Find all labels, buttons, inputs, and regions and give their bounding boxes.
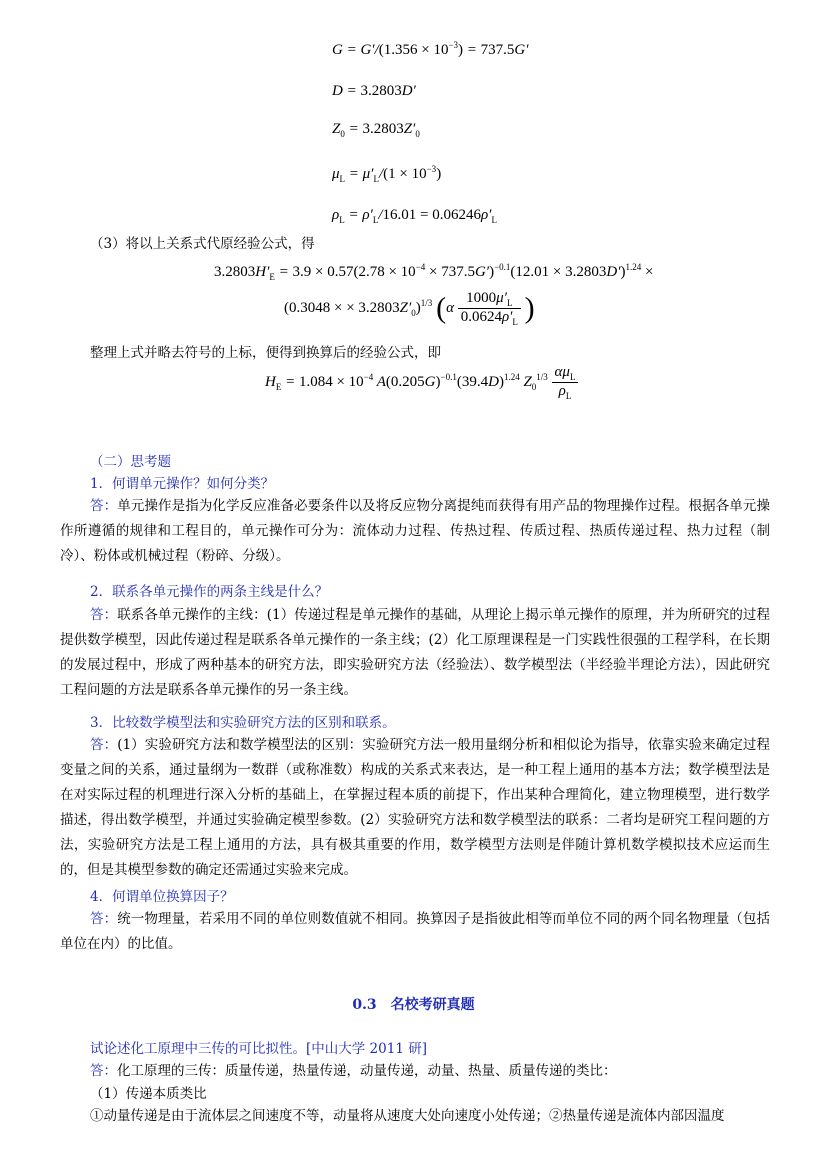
equation-he-final: $H_E = 1.084 \times 10^{-4}$ $A(0.205G)^{-0.1}(39.4D)^{1.24}$ $Z_0^{1/3}$ $\frac{\alpha\mu_L}{\rho_L}$ xyxy=(265,364,578,401)
answer-label: 答： xyxy=(90,737,118,753)
exam-answer-line-1-text: 答：化工原理的三传：质量传递，热量传递，动量传递，动量、热量、质量传递的类比： xyxy=(90,1063,617,1079)
exam-answer-line-1 xyxy=(90,1059,617,1084)
equation-g: $G = G'/(1.356 \times 10^{-3}) = 737.5G'$ xyxy=(332,40,529,58)
equation-rho: $\rho_L = \rho'_L/16.01 = 0.06246\rho'_L$ xyxy=(332,207,497,225)
answer-2-text: 答：联系各单元操作的主线：(1）传递过程是单元操作的基础，从理论上揭示单元操作的原理，并为所研究的过程提供数学模型，因此传递过程是联系各单元操作的一条主线；(2）化工原理课程是一门实践性很强的工程学科，在长期的发展过程中，形成了两种基本的研究方法，即实验研究方法（经验法）、数学模型法（半经验半理论方法），因此研究工程问题的方法是联系各单元操作的另一条主线。 xyxy=(60,607,771,698)
answer-label: 答： xyxy=(90,498,118,514)
answer-2 xyxy=(60,603,770,703)
equation-mu: $\mu_L = \mu'_L/(1 \times 10^{-3})$ xyxy=(332,164,442,184)
answer-4-text: 答：统一物理量，若采用不同的单位则数值就不相同。换算因子是指彼此相等而单位不同的两个同名物理量（包括单位在内）的比值。 xyxy=(60,911,771,952)
answer-1 xyxy=(60,494,770,569)
answer-4 xyxy=(60,907,770,957)
question-3: 3．比较数学模型法和实验研究方法的区别和联系。 xyxy=(90,715,396,731)
equation-he-prime-line1: $3.2803H'_E = 3.9 \times 0.57(2.78 \times 10^{-4} \times 737.5G')^{-0.1}(12.01 \times 3.2803D')^{1.24}$ × xyxy=(214,262,654,282)
section-title-thinking: （二）思考题 xyxy=(90,454,171,470)
answer-1-text: 答：单元操作是指为化学反应准备必要条件以及将反应物分离提纯而获得有用产品的物理操作过程。根据各单元操作所遵循的规律和工程目的，单元操作可分为：流体动力过程、传热过程、传质过程、热质传递过程、热力过程（制冷）、粉体或机械过程（粉碎、分级）。 xyxy=(60,498,771,564)
answer-label: 答： xyxy=(90,607,118,623)
answer-label: 答： xyxy=(90,1063,117,1079)
exam-answer-line-3: ①动量传递是由于流体层之间速度不等，动量将从速度大处向速度小处传递；②热量传递是流体内部因温度 xyxy=(90,1108,725,1124)
answer-3-text: 答：(1）实验研究方法和数学模型法的区别：实验研究方法一般用量纲分析和相似论为指导，依靠实验来确定过程变量之间的关系，通过量纲为一数群（或称准数）构成的关系式来表达，是一种工程上通用的基本方法；数学模型法是在对实际过程的机理进行深入分析的基础上，在掌握过程本质的前提下，作出某种合理简化，建立物理模型，进行数学描述，得出数学模型，并通过实验确定模型参数。(2）实验研究方法和数学模型法的联系：二者均是研究工程问题的方法，实验研究方法是工程上通用的方法，具有极其重要的作用，数学模型方法则是伴随计算机数学模拟技术应运而生的，但是其模型参数的确定还需通过实验来完成。 xyxy=(60,737,771,878)
exam-answer-line-2: （1）传递本质类比 xyxy=(90,1086,207,1102)
answer-3 xyxy=(60,733,770,883)
equation-he-prime-line2: (0.3048 × × $3.2803Z'_0)^{1/3}$ (α $\frac{1000\mu'_L}{0.0624\rho'_L}$ ) xyxy=(284,290,535,327)
question-4: 4．何谓单位换算因子？ xyxy=(90,889,234,905)
exam-question: 试论述化工原理中三传的可比拟性。[中山大学 2011 研] xyxy=(90,1041,427,1057)
question-2: 2．联系各单元操作的两条主线是什么？ xyxy=(90,584,329,600)
step3-text: （3）将以上关系式代原经验公式，得 xyxy=(90,236,315,252)
tidy-text: 整理上式并略去符号的上标，便得到换算后的经验公式，即 xyxy=(90,345,441,361)
section-title-exam: 0.3 名校考研真题 xyxy=(352,997,475,1013)
equation-d: D = 3.2803D′ xyxy=(332,83,416,99)
question-1: 1．何谓单元操作？如何分类？ xyxy=(90,476,275,492)
equation-z0: $Z_0 = 3.2803Z'_0$ xyxy=(332,121,420,139)
answer-label: 答： xyxy=(90,911,118,927)
